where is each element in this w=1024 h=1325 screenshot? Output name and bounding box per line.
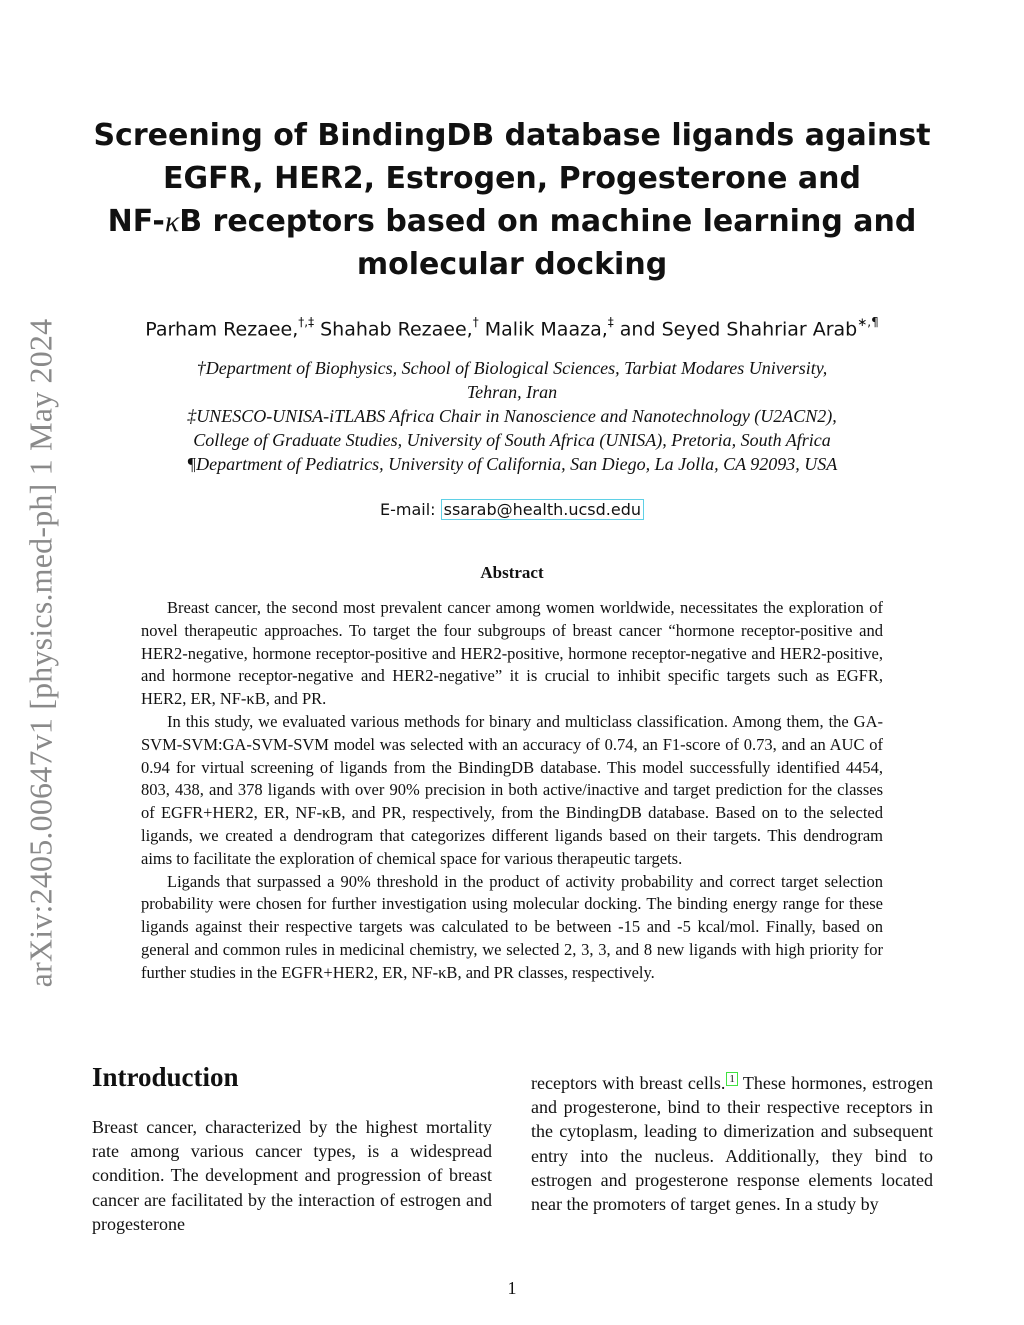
page-number: 1 xyxy=(507,1278,517,1298)
affiliation-line: ‡UNESCO-UNISA-iTLABS Africa Chair in Nanoscience and Nanotechnology (U2ACN2), xyxy=(187,406,837,426)
section-heading-introduction: Introduction xyxy=(92,1062,239,1092)
contact-email xyxy=(92,498,932,522)
abstract-paragraph: Ligands that surpassed a 90% threshold in the product of activity probability and correct target selection probability were chosen for further investigation using molecular docking. The binding energy range for these ligands against their respective targets was calculated to be between -15 and -5 kcal/mol. Finally, based on general and common rules in medicinal chemistry, we selected 2, 3, 3, and 8 new ligands with high priority for further studies in the EGFR+HER2, ER, NF-κB, and PR classes, respectively. xyxy=(141,871,883,982)
intro-right-column xyxy=(531,1071,933,1216)
email-label: E-mail: xyxy=(379,500,441,519)
intro-text: These hormones, estrogen and progesterone, bind to their respective receptors in the cytoplasm, leading to dimerization and subsequent entry into the nucleus. Additionally, they bind to estrogen and progesterone response elements located near the promoters of target genes. In a study by xyxy=(531,1073,933,1215)
affiliation-line: Tehran, Iran xyxy=(466,382,558,402)
abstract-paragraph: Breast cancer, the second most prevalent cancer among women worldwide, necessitates the exploration of novel therapeutic approaches. To target the four subgroups of breast cancer “hormone receptor-positive and HER2-negative, hormone receptor-positive and HER2-positive, hormone receptor-negative and HER2-positive, and hormone receptor-negative and HER2-negative” it is crucial to inhibit specific targets such as EGFR, HER2, ER, NF-κB, and PR. xyxy=(141,598,883,709)
intro-paragraph: Breast cancer, characterized by the highest mortality rate among various cancer types, is a widespread condition. The development and progression of breast cancer are facilitated by the interaction of estrogen and progesterone xyxy=(92,1117,492,1234)
intro-left-column xyxy=(92,1115,492,1236)
affiliation-line: †Department of Biophysics, School of Biological Sciences, Tarbiat Modares University, xyxy=(196,358,828,378)
affiliation-line: ¶Department of Pediatrics, University of California, San Diego, La Jolla, CA 92093, USA xyxy=(186,454,838,474)
title-text: B receptors based on machine learning and xyxy=(179,204,917,239)
author-name: and Seyed Shahriar Arab xyxy=(613,318,858,341)
affiliation-line: College of Graduate Studies, University of South Africa (UNISA), Pretoria, South Africa xyxy=(193,430,831,450)
intro-paragraph xyxy=(531,1071,933,1216)
author-name: Parham Rezaee, xyxy=(145,318,299,341)
intro-text: receptors with breast cells. xyxy=(531,1073,726,1093)
author-affiliation-mark: †,‡ xyxy=(298,315,315,329)
title-line: molecular docking xyxy=(356,247,668,282)
abstract-body xyxy=(141,597,883,985)
email-link[interactable]: ssarab@health.ucsd.edu xyxy=(441,499,644,520)
paper-title xyxy=(92,114,932,286)
affiliations xyxy=(92,356,932,476)
arxiv-stamp-container xyxy=(14,300,68,1005)
title-line xyxy=(92,200,932,243)
author-affiliation-mark: † xyxy=(472,315,479,329)
abstract-heading: Abstract xyxy=(480,563,544,582)
citation-link[interactable]: 1 xyxy=(726,1072,738,1086)
arxiv-identifier: arXiv:2405.00647v1 [physics.med-ph] 1 May 2024 xyxy=(22,318,59,987)
author-name: Malik Maaza, xyxy=(478,318,608,341)
author-list xyxy=(92,309,932,344)
abstract-paragraph: In this study, we evaluated various methods for binary and multiclass classification. Among them, the GA-SVM-SVM:GA-SVM-SVM model was selected with an accuracy of 0.74, an F1-score of 0.73, and an AUC of 0.94 for virtual screening of ligands from the BindingDB database. This model successfully identified 4454, 803, 438, and 378 ligands with over 90% precision in both active/inactive and target prediction for the classes of EGFR+HER2, ER, NF-κB, and PR, respectively, from the BindingDB database. Based on to the selected ligands, we created a dendrogram that categorizes different ligands based on their targets. This dendrogram aims to facilitate the exploration of chemical space for various therapeutic targets. xyxy=(141,711,883,868)
author-affiliation-mark: ∗,¶ xyxy=(857,315,879,329)
kappa-symbol: κ xyxy=(164,205,180,238)
author-affiliation-mark: ‡ xyxy=(607,315,614,329)
title-text: NF- xyxy=(107,204,165,239)
title-line: Screening of BindingDB database ligands against xyxy=(93,118,931,153)
title-line: EGFR, HER2, Estrogen, Progesterone and xyxy=(162,161,862,196)
author-name: Shahab Rezaee, xyxy=(314,318,473,341)
